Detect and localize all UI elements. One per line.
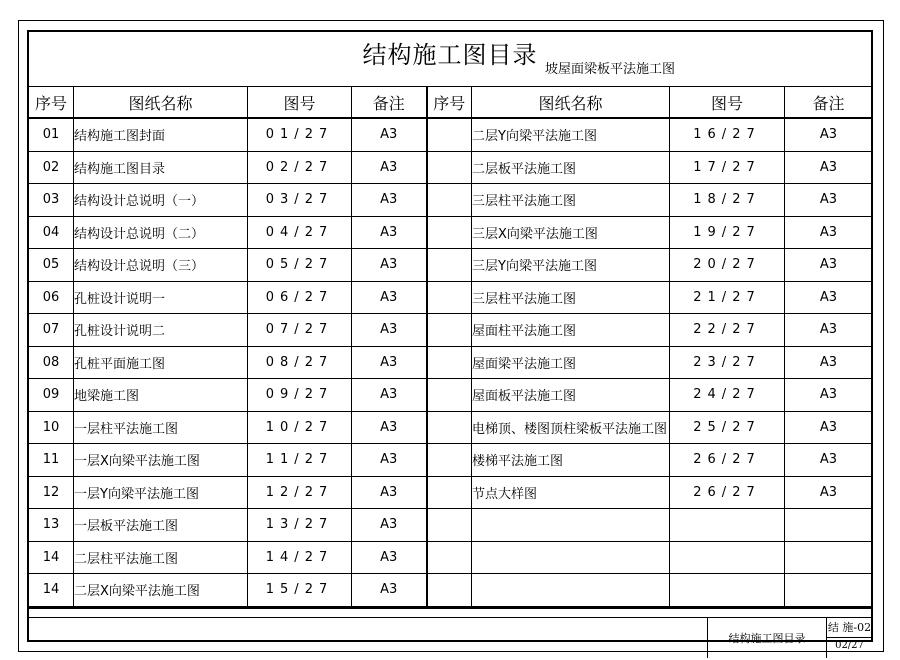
right-no-cell — [427, 346, 472, 379]
table-row — [29, 509, 873, 542]
right-name-cell: 三层Y向梁平法施工图 — [472, 249, 670, 282]
left-no-cell: 09 — [29, 379, 74, 412]
left-name-cell: 结构设计总说明（一） — [74, 184, 248, 217]
left-name-cell: 一层柱平法施工图 — [74, 411, 248, 444]
table-row — [29, 541, 873, 574]
right-name-cell: 屋面梁平法施工图 — [472, 346, 670, 379]
table-row — [29, 574, 873, 607]
table-row — [29, 379, 873, 412]
left-note-cell: A3 — [352, 444, 427, 477]
title-block-drawing-name: 结构施工图目录 — [728, 632, 806, 645]
left-no-cell: 02 — [29, 151, 74, 184]
title-block-page: 02/27 — [835, 640, 864, 651]
right-name-cell: 楼梯平法施工图 — [472, 444, 670, 477]
right-number-cell — [670, 574, 785, 607]
right-no-cell — [427, 509, 472, 542]
header-no-right: 序号 — [427, 87, 472, 119]
left-number-cell: 14/27 — [248, 541, 352, 574]
left-number-cell: 01/27 — [248, 118, 352, 151]
header-no-left: 序号 — [29, 87, 74, 119]
table-row — [29, 281, 873, 314]
right-no-cell — [427, 281, 472, 314]
table-row — [29, 411, 873, 444]
left-name-cell: 结构施工图封面 — [74, 118, 248, 151]
left-note-cell: A3 — [352, 118, 427, 151]
right-name-cell: 节点大样图 — [472, 476, 670, 509]
right-note-cell: A3 — [785, 281, 873, 314]
left-number-cell: 07/27 — [248, 314, 352, 347]
table-row — [29, 444, 873, 477]
header-note-left: 备注 — [352, 87, 427, 119]
left-no-cell: 07 — [29, 314, 74, 347]
left-number-cell: 05/27 — [248, 249, 352, 282]
right-no-cell — [427, 379, 472, 412]
title-block-top-line — [28, 607, 872, 609]
right-name-cell: 三层柱平法施工图 — [472, 184, 670, 217]
left-note-cell: A3 — [352, 379, 427, 412]
title-block-drawing-code: 结 施-02 — [827, 621, 872, 634]
table-row — [29, 249, 873, 282]
left-note-cell: A3 — [352, 216, 427, 249]
left-name-cell: 二层X向梁平法施工图 — [74, 574, 248, 607]
left-number-cell: 13/27 — [248, 509, 352, 542]
left-no-cell: 04 — [29, 216, 74, 249]
left-note-cell: A3 — [352, 314, 427, 347]
right-no-cell — [427, 476, 472, 509]
left-note-cell: A3 — [352, 574, 427, 607]
left-number-cell: 09/27 — [248, 379, 352, 412]
left-name-cell: 孔桩设计说明一 — [74, 281, 248, 314]
left-note-cell: A3 — [352, 281, 427, 314]
left-number-cell: 04/27 — [248, 216, 352, 249]
right-note-cell: A3 — [785, 314, 873, 347]
left-number-cell: 03/27 — [248, 184, 352, 217]
table-row — [29, 346, 873, 379]
table-row — [29, 151, 873, 184]
left-note-cell: A3 — [352, 249, 427, 282]
right-no-cell — [427, 444, 472, 477]
header-name-left: 图纸名称 — [74, 87, 248, 119]
right-number-cell: 18/27 — [670, 184, 785, 217]
right-number-cell: 16/27 — [670, 118, 785, 151]
right-no-cell — [427, 541, 472, 574]
left-name-cell: 二层柱平法施工图 — [74, 541, 248, 574]
right-name-cell: 屋面板平法施工图 — [472, 379, 670, 412]
left-name-cell: 孔桩平面施工图 — [74, 346, 248, 379]
right-number-cell: 24/27 — [670, 379, 785, 412]
right-name-cell: 屋面柱平法施工图 — [472, 314, 670, 347]
left-no-cell: 05 — [29, 249, 74, 282]
table-row — [29, 118, 873, 151]
left-no-cell: 03 — [29, 184, 74, 217]
left-note-cell: A3 — [352, 411, 427, 444]
table-row — [29, 184, 873, 217]
right-note-cell: A3 — [785, 444, 873, 477]
overlapping-label: 坡屋面梁板平法施工图 — [545, 62, 676, 77]
right-number-cell: 23/27 — [670, 346, 785, 379]
left-name-cell: 结构设计总说明（三） — [74, 249, 248, 282]
left-name-cell: 一层板平法施工图 — [74, 509, 248, 542]
left-no-cell: 12 — [29, 476, 74, 509]
left-number-cell: 11/27 — [248, 444, 352, 477]
left-name-cell: 一层X向梁平法施工图 — [74, 444, 248, 477]
left-note-cell: A3 — [352, 476, 427, 509]
right-note-cell: A3 — [785, 216, 873, 249]
right-name-cell: 电梯顶、楼图顶柱梁板平法施工图 — [472, 411, 670, 444]
left-no-cell: 10 — [29, 411, 74, 444]
right-name-cell: 三层X向梁平法施工图 — [472, 216, 670, 249]
right-note-cell — [785, 541, 873, 574]
left-name-cell: 地梁施工图 — [74, 379, 248, 412]
left-no-cell: 08 — [29, 346, 74, 379]
right-no-cell — [427, 184, 472, 217]
right-note-cell: A3 — [785, 411, 873, 444]
right-name-cell: 二层板平法施工图 — [472, 151, 670, 184]
left-note-cell: A3 — [352, 184, 427, 217]
left-number-cell: 10/27 — [248, 411, 352, 444]
right-number-cell: 22/27 — [670, 314, 785, 347]
left-note-cell: A3 — [352, 346, 427, 379]
header-number-left: 图号 — [248, 87, 352, 119]
left-number-cell: 12/27 — [248, 476, 352, 509]
left-no-cell: 14 — [29, 574, 74, 607]
left-note-cell: A3 — [352, 151, 427, 184]
right-no-cell — [427, 118, 472, 151]
left-no-cell: 01 — [29, 118, 74, 151]
right-name-cell — [472, 541, 670, 574]
table-row — [29, 216, 873, 249]
right-name-cell: 三层柱平法施工图 — [472, 281, 670, 314]
table-header-row — [29, 87, 873, 119]
left-name-cell: 孔桩设计说明二 — [74, 314, 248, 347]
right-no-cell — [427, 249, 472, 282]
left-note-cell: A3 — [352, 541, 427, 574]
right-number-cell: 21/27 — [670, 281, 785, 314]
left-number-cell: 08/27 — [248, 346, 352, 379]
left-no-cell: 14 — [29, 541, 74, 574]
right-number-cell: 17/27 — [670, 151, 785, 184]
right-no-cell — [427, 216, 472, 249]
right-no-cell — [427, 574, 472, 607]
right-number-cell: 26/27 — [670, 444, 785, 477]
header-note-right: 备注 — [785, 87, 873, 119]
left-no-cell: 06 — [29, 281, 74, 314]
left-name-cell: 结构施工图目录 — [74, 151, 248, 184]
right-no-cell — [427, 411, 472, 444]
right-note-cell: A3 — [785, 476, 873, 509]
page-title: 结构施工图目录 — [362, 41, 538, 69]
title-block-inner-line — [28, 617, 872, 618]
right-note-cell — [785, 509, 873, 542]
left-number-cell: 06/27 — [248, 281, 352, 314]
header-number-right: 图号 — [670, 87, 785, 119]
right-note-cell: A3 — [785, 118, 873, 151]
right-note-cell: A3 — [785, 151, 873, 184]
right-name-cell — [472, 574, 670, 607]
left-name-cell: 一层Y向梁平法施工图 — [74, 476, 248, 509]
right-note-cell — [785, 574, 873, 607]
right-no-cell — [427, 151, 472, 184]
drawing-catalog-table — [28, 86, 873, 607]
left-no-cell: 13 — [29, 509, 74, 542]
left-name-cell: 结构设计总说明（二） — [74, 216, 248, 249]
title-block-divider — [826, 637, 872, 638]
right-name-cell — [472, 509, 670, 542]
header-name-right: 图纸名称 — [472, 87, 670, 119]
right-note-cell: A3 — [785, 184, 873, 217]
table-row — [29, 314, 873, 347]
left-number-cell: 02/27 — [248, 151, 352, 184]
right-note-cell: A3 — [785, 249, 873, 282]
left-note-cell: A3 — [352, 509, 427, 542]
table-row — [29, 476, 873, 509]
left-number-cell: 15/27 — [248, 574, 352, 607]
table-body — [29, 118, 873, 606]
left-no-cell: 11 — [29, 444, 74, 477]
right-number-cell: 25/27 — [670, 411, 785, 444]
right-number-cell — [670, 509, 785, 542]
right-note-cell: A3 — [785, 379, 873, 412]
right-note-cell: A3 — [785, 346, 873, 379]
right-no-cell — [427, 314, 472, 347]
right-number-cell: 26/27 — [670, 476, 785, 509]
right-number-cell: 19/27 — [670, 216, 785, 249]
right-number-cell — [670, 541, 785, 574]
right-number-cell: 20/27 — [670, 249, 785, 282]
right-name-cell: 二层Y向梁平法施工图 — [472, 118, 670, 151]
